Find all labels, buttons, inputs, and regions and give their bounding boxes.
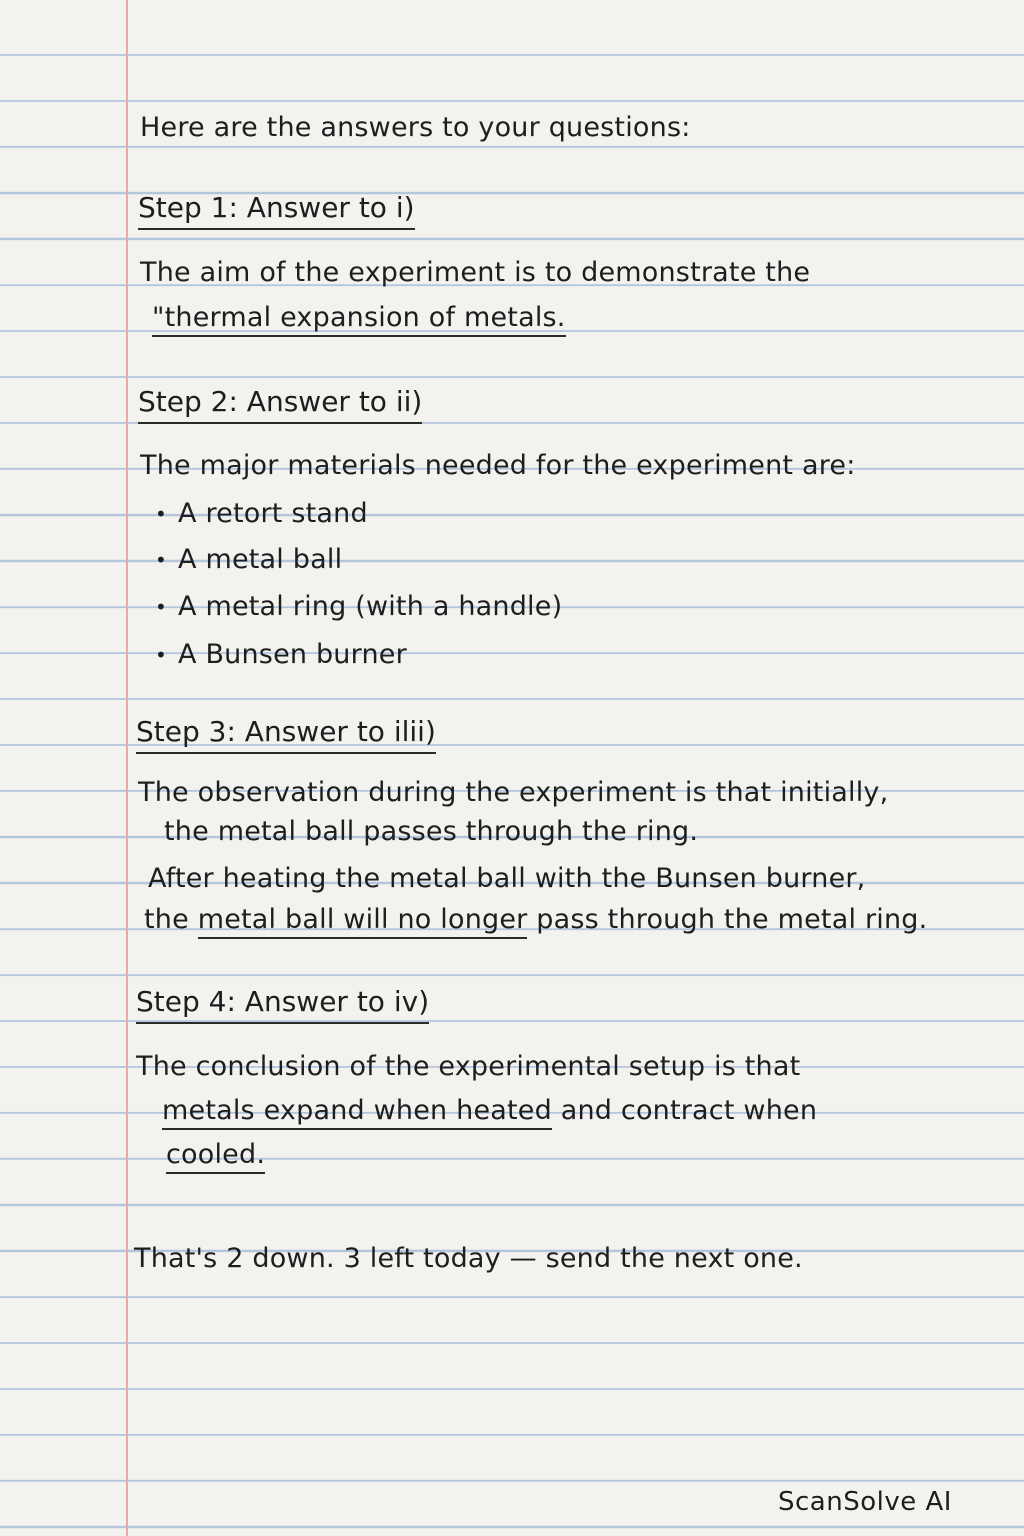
step-3-line-2: the metal ball passes through the ring. <box>164 816 699 847</box>
step-4-line-2-post: and contract when <box>551 1095 818 1126</box>
step-4-line-1: The conclusion of the experimental setup is that <box>136 1051 801 1082</box>
bullet-dot: • <box>155 548 167 572</box>
intro-text: Here are the answers to your questions: <box>140 112 691 143</box>
step-1-line-1: The aim of the experiment is to demonstrate the <box>140 257 811 288</box>
step-1-heading: Step 1: Answer to i) <box>138 191 415 230</box>
material-item: A metal ring (with a handle) <box>178 591 563 622</box>
closing-message: That's 2 down. 3 left today — send the next one. <box>134 1243 803 1274</box>
step-3-line-4 <box>144 903 927 937</box>
step-3-heading: Step 3: Answer to ilii) <box>136 715 436 754</box>
step-3-line-4-post: pass through the metal ring. <box>527 904 928 935</box>
bullet-dot: • <box>155 502 167 526</box>
step-1-underlined-text: "thermal expansion of metals. <box>152 302 566 337</box>
step-4-underlined-text: metals expand when heated <box>162 1095 552 1130</box>
step-4-heading: Step 4: Answer to iv) <box>136 985 429 1024</box>
step-1-line-2 <box>152 301 566 335</box>
step-3-underlined-text: metal ball will no longer <box>198 904 528 939</box>
step-3-line-3: After heating the metal ball with the Bunsen burner, <box>148 863 866 894</box>
step-4-underlined-cooled: cooled. <box>166 1139 265 1174</box>
bullet-dot: • <box>155 595 167 619</box>
material-item: A retort stand <box>178 498 368 529</box>
step-2-heading: Step 2: Answer to ii) <box>138 385 422 424</box>
step-3-line-1: The observation during the experiment is that initially, <box>138 777 889 808</box>
bullet-dot: • <box>155 643 167 667</box>
material-item: A metal ball <box>178 544 343 575</box>
step-2-line-1: The major materials needed for the experiment are: <box>140 450 856 481</box>
material-item: A Bunsen burner <box>178 639 407 670</box>
step-3-line-4-pre: the <box>144 904 198 935</box>
brand-signature: ScanSolve AI <box>778 1487 952 1517</box>
step-4-line-2 <box>162 1094 817 1128</box>
step-4-line-3 <box>166 1138 265 1172</box>
